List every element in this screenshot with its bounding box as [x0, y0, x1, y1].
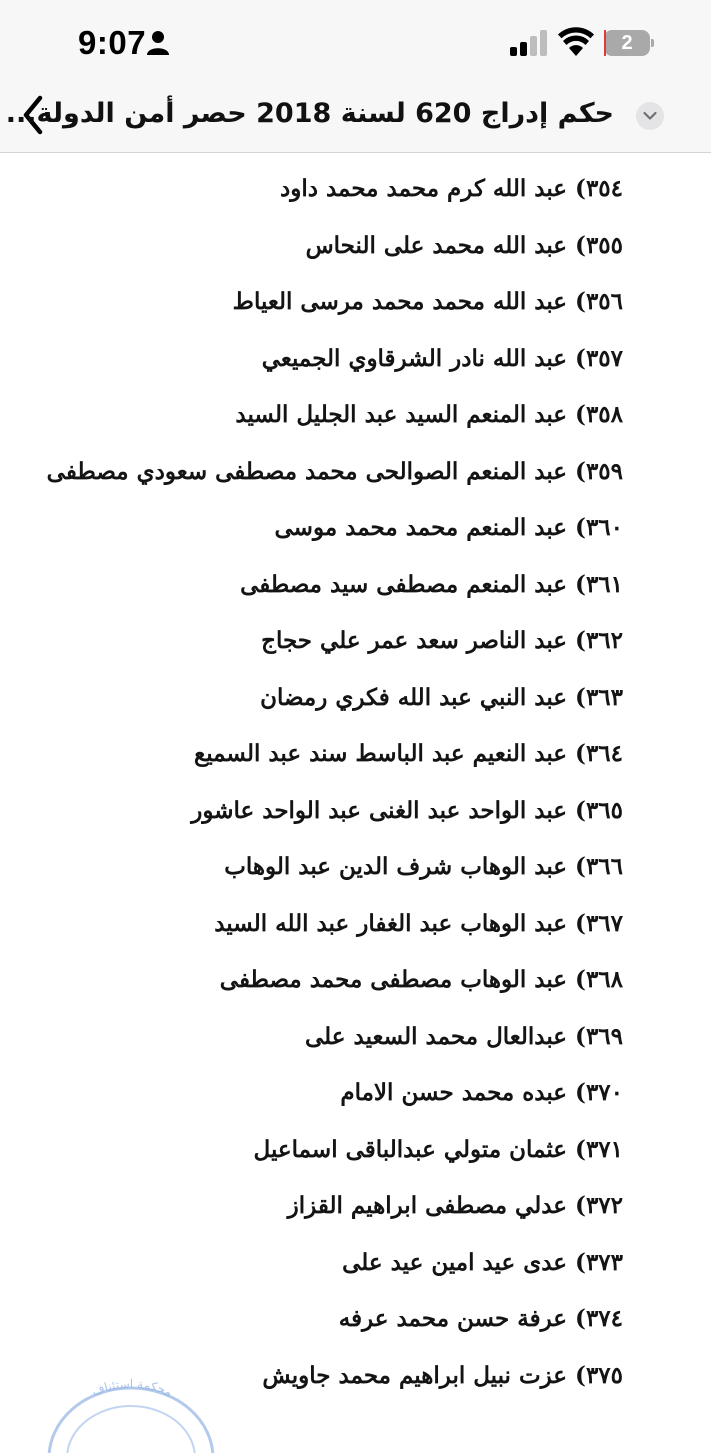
item-name: عثمان متولي عبدالباقى اسماعيل [253, 1135, 568, 1163]
item-number: ٣٧٢) [575, 1192, 623, 1219]
list-item [23, 734, 623, 791]
item-name: عبد المنعم مصطفى سيد مصطفى [240, 570, 568, 598]
item-name: عبد الوهاب عبد الغفار عبد الله السيد [214, 909, 568, 937]
item-name: عبد الله كرم محمد محمد داود [279, 175, 568, 202]
item-number: ٣٥٤) [575, 175, 623, 202]
status-time: 9:07 [78, 24, 147, 61]
battery-body [604, 30, 650, 56]
court-stamp-icon [36, 1333, 216, 1453]
item-name: عبد المنعم الصوالحى محمد مصطفى سعودي مصطفى [46, 457, 568, 485]
item-name: عبد الواحد عبد الغنى عبد الواحد عاشور [191, 796, 568, 824]
item-number: ٣٥٦) [575, 288, 623, 315]
item-number: ٣٦٩) [575, 1022, 623, 1050]
item-name: عدى عيد امين عيد على [342, 1248, 568, 1276]
item-number: ٣٧٣) [575, 1248, 623, 1276]
list-item [23, 395, 623, 452]
list-item [23, 847, 623, 904]
signal-icon [510, 30, 548, 56]
list-item [23, 452, 623, 509]
item-number: ٣٦١) [575, 570, 623, 598]
chevron-down-icon [643, 111, 657, 121]
list-item [23, 960, 623, 1017]
document-page[interactable] [0, 153, 711, 1400]
list-item [23, 282, 623, 339]
item-name: عبد الوهاب مصطفى محمد مصطفى [219, 966, 568, 993]
item-number: ٣٧٠) [575, 1079, 623, 1106]
list-item [23, 1243, 623, 1300]
item-name: عبد النعيم عبد الباسط سند عبد السميع [193, 740, 568, 767]
stamp-text: محكمة استئناف [89, 1376, 175, 1400]
list-item [23, 1130, 623, 1187]
title-dropdown-button[interactable] [636, 102, 664, 130]
battery-nub [651, 39, 654, 47]
item-number: ٣٦٣) [575, 683, 623, 711]
item-name: عبد الوهاب شرف الدين عبد الوهاب [224, 853, 568, 880]
list-item [23, 791, 623, 848]
list-item [23, 508, 623, 565]
item-name: عبد المنعم السيد عبد الجليل السيد [235, 401, 568, 428]
item-name: عبد الله نادر الشرقاوي الجميعي [261, 344, 568, 372]
item-name: عبد النبي عبد الله فكري رمضان [260, 683, 568, 711]
item-name: عبد الله محمد على النحاس [305, 231, 568, 259]
list-item [23, 678, 623, 735]
item-number: ٣٦٥) [575, 796, 623, 824]
item-number: ٣٥٧) [575, 344, 623, 372]
list-item [23, 621, 623, 678]
list-item [23, 904, 623, 961]
item-number: ٣٧١) [575, 1135, 623, 1163]
item-number: ٣٥٥) [575, 231, 623, 259]
list-item [23, 339, 623, 396]
person-icon [146, 30, 170, 56]
item-number: ٣٦٠) [575, 514, 623, 541]
item-name: عدلي مصطفى ابراهيم القزاز [287, 1192, 568, 1219]
list-item [23, 565, 623, 622]
item-number: ٣٥٩) [575, 457, 623, 485]
item-number: ٣٦٨) [575, 966, 623, 993]
list-item [23, 169, 623, 226]
list-item [23, 226, 623, 283]
battery-icon [604, 30, 654, 56]
document-title: حكم إدراج 620 لسنة 2018 حصر أمن الدولة... [5, 98, 614, 129]
item-name: عزت نبيل ابراهيم محمد جاويش [262, 1361, 568, 1389]
navigation-bar [0, 80, 711, 153]
item-name: عبده محمد حسن الامام [340, 1079, 568, 1106]
item-name: عرفة حسن محمد عرفه [338, 1305, 568, 1332]
item-number: ٣٦٧) [575, 909, 623, 937]
item-number: ٣٧٤) [575, 1305, 623, 1332]
item-number: ٣٦٢) [575, 627, 623, 654]
item-number: ٣٦٤) [575, 740, 623, 767]
item-name: عبد الناصر سعد عمر علي حجاج [261, 627, 568, 654]
list-item [23, 1017, 623, 1074]
list-item [23, 1073, 623, 1130]
name-list [23, 169, 623, 1412]
item-name: عبد الله محمد محمد مرسى العياط [232, 288, 568, 315]
item-name: عبدالعال محمد السعيد على [304, 1022, 568, 1050]
wifi-icon [558, 26, 594, 56]
item-number: ٣٥٨) [575, 401, 623, 428]
item-name: عبد المنعم محمد محمد موسى [274, 514, 568, 541]
status-bar [0, 0, 711, 80]
list-item [23, 1186, 623, 1243]
item-number: ٣٦٦) [575, 853, 623, 880]
item-number: ٣٧٥) [575, 1361, 623, 1389]
svg-text:محكمة استئناف [90, 1377, 174, 1400]
battery-level-text: 2 [621, 32, 633, 54]
